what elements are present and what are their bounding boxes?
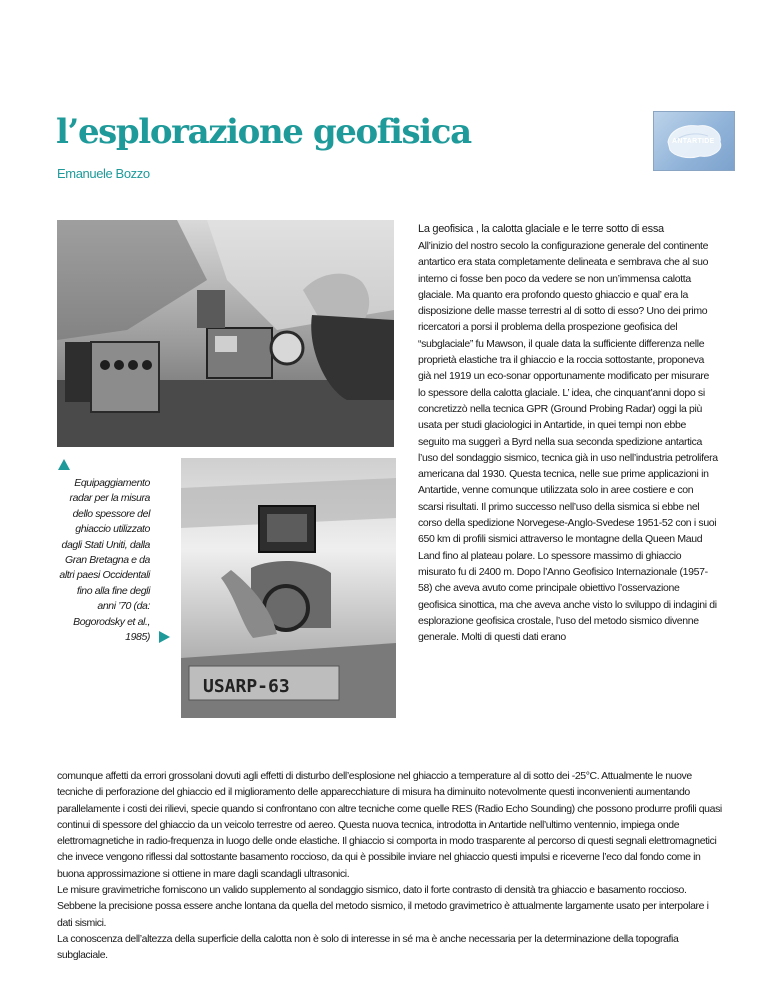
page-title: l’esplorazione geofisica (56, 112, 471, 152)
body-paragraph: Le misure gravimetriche forniscono un valido supplemento al sondaggio sismico, dato il forte contrasto di densità tra ghiaccio e basamento roccioso. Sebbene la precisione possa essere anche lontana da quella del metodo sismico, il metodo gravimetrico è attualmente largamente usato per interpolare i dati sismici. (57, 884, 709, 929)
vehicle-radar-photo (181, 458, 396, 718)
body-paragraph: La conoscenza dell’altezza della superficie della calotta non è solo di interesse in sé ma è anche necessaria per la determinazione della topografia subglaciale. (57, 932, 679, 962)
logo-label: ANTARTIDE (672, 138, 715, 145)
antarctica-logo (653, 111, 735, 171)
article-column-text (418, 238, 718, 645)
author-name: Emanuele Bozzo (57, 166, 150, 181)
figure-caption: Equipaggiamento radar per la misura dello spessore del ghiaccio utilizzato dagli Stati Uniti, dalla Gran Bretagna e da altri paesi Occidentali fino alla fine degli anni ’70 (da: Bogorodsky et al., 1985) (59, 477, 150, 644)
vehicle-marking: USARP-63 (203, 676, 290, 697)
section-heading: La geofisica , la calotta glaciale e le terre sotto di essa (418, 223, 664, 235)
radar-equipment-photo (57, 220, 394, 447)
caption-arrow-right (159, 631, 170, 643)
column-paragraph: All’inizio del nostro secolo la configurazione generale del continente antartico era stata completamente delineata e sembrava che al suo interno ci fosse ben poco da vedere se non un’immensa calotta glaciale. Ma quanto era profondo questo ghiaccio e qual’ era la disposizione delle masse terrestri al di sotto di esso? Uno dei primo ricercatori a porsi il problema della prospezione geofisica del “subglaciale” fu Mawson, il quale data la sufficiente differenza nelle proprietà elastiche tra il ghiaccio e la roccia sottostante, proponeva già nel 1919 un eco-sonar opportunamente modificato per misurare lo spessore della calotta glaciale. L’ idea, che cinquant’anni dopo si concretizzò nella tecnica GPR (Ground Probing Radar) oggi la più usata per studi glaciologici in Antartide, in quei tempi non ebbe seguito ma suggerì a Byrd nella sua seconda spedizione antartica l’uso del sondaggio sismico, tecnica già in uso nell’industria petrolifera americana dal 1930. Questa tecnica, nelle sue prime applicazioni in Antartide, venne comunque utilizzata solo in aree costiere e con scarsi risultati. Il primo successo nell’uso della sismica si ebbe nel corso della spedizione Norvegese-Anglo-Svedese 1951-52 con i suoi 650 km di profili sismici attraverso le montagne della Queen Maud Land fino al plateau polare. Lo spessore massimo di ghiaccio misurato fu di 2400 m. Dopo l’Anno Geofisico Internazionale (1957-58) che aveva avuto come principale obiettivo l’osservazione geofisica sinottica, ma che aveva anche visto lo sviluppo di indagini di esplorazione geofisica crostale, l’uso del metodo sismico divenne generale. Molti di questi dati erano (418, 240, 718, 644)
article-body-full-width (57, 768, 722, 964)
body-paragraph: comunque affetti da errori grossolani dovuti agli effetti di disturbo dell’esplosione nel ghiaccio a temperature al di sotto dei -25°C. Attualmente le nuove tecniche di perforazione del ghiaccio ed il miglioramento delle apparecchiature di misura ha diminuito notevolmente questi inconvenienti aumentando parallelamente i costi dei rilievi, specie quando si confrontano con altre tecniche come quelle RES (Radio Echo Sounding) che possono produrre profili quasi continui di spessore del ghiaccio da un veicolo terrestre od aereo. Questa nuova tecnica, introdotta in Antartide nell’ultimo ventennio, impiega onde elettromagnetiche in radio-frequenza in luogo delle onde elastiche. Il ghiaccio si comporta in modo trasparente al percorso di questi segnali elettromagnetici che invece vengono riflessi dal sottostante basamento roccioso, da qui è possibile inviare nel ghiaccio questi impulsi e riceverne l’eco dal fondo come in buona approssimazione si ottiene in mare dagli scandagli ultrasonici. (57, 770, 722, 880)
caption-arrow-up (58, 459, 70, 470)
